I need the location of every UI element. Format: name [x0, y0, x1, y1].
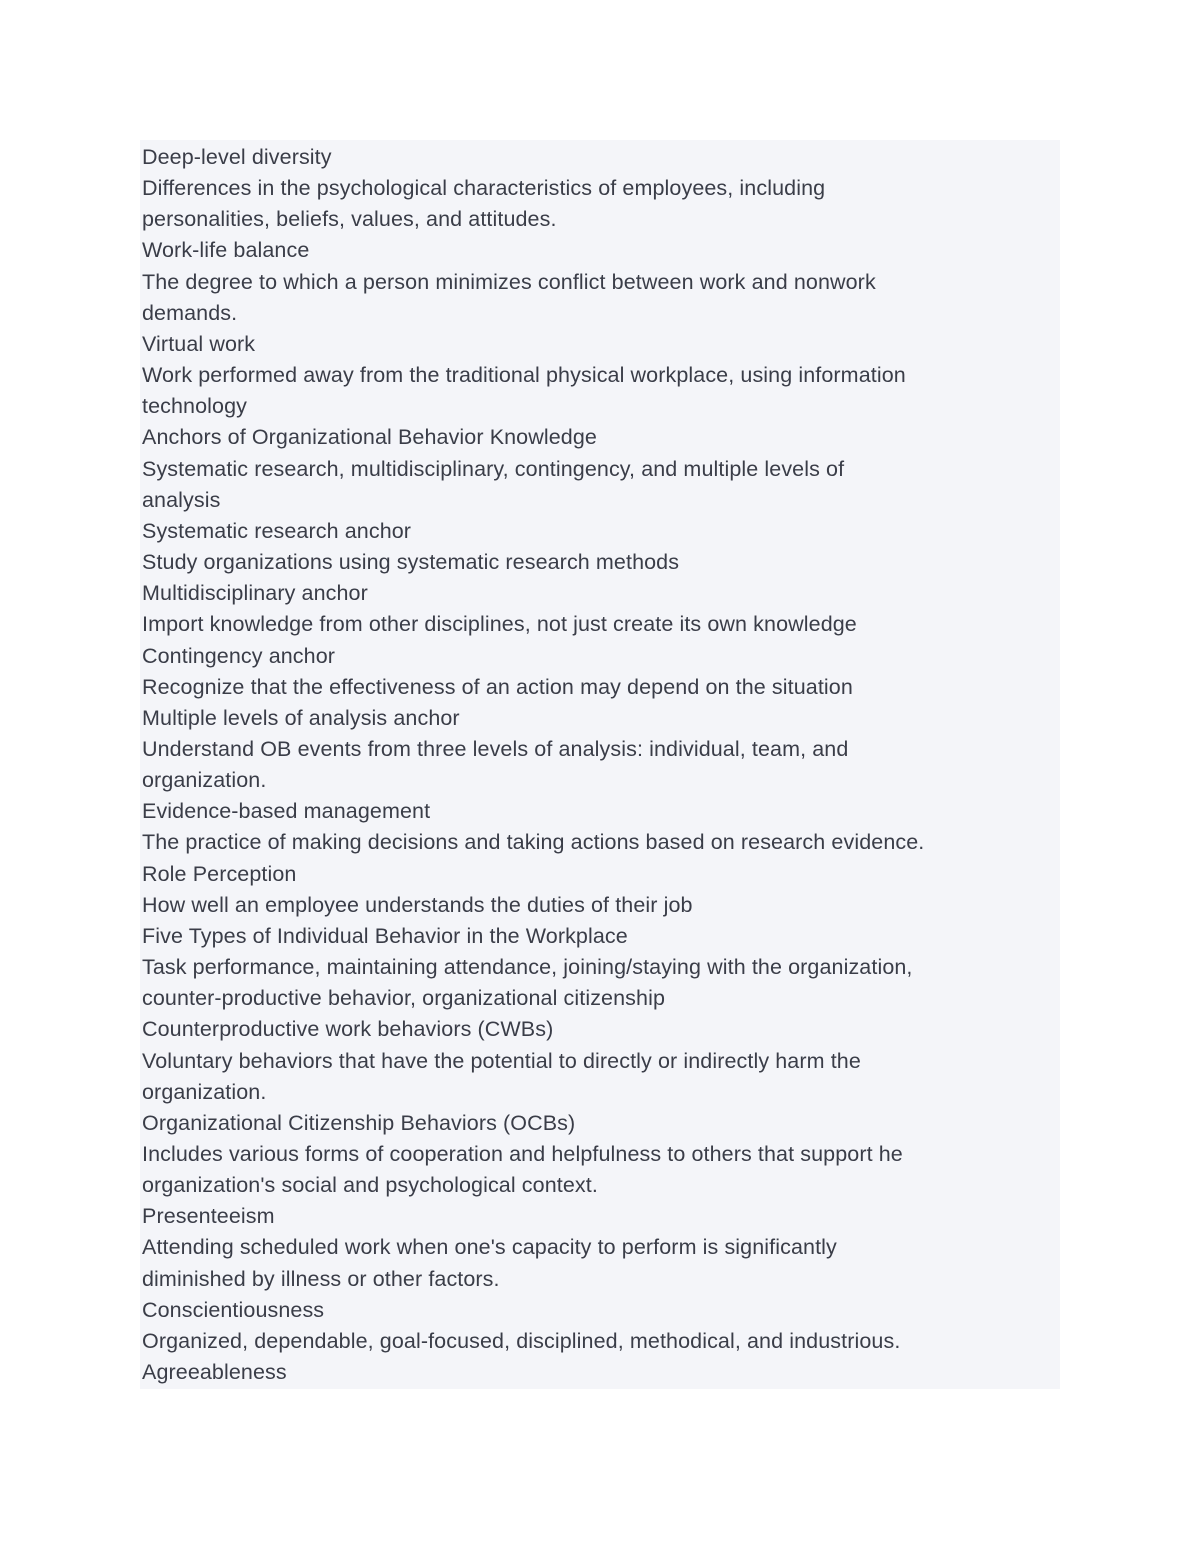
text-line: Contingency anchor	[142, 643, 336, 668]
text-line: organization.	[142, 768, 267, 793]
text-line: The practice of making decisions and taking actions based on research evidence.	[142, 830, 925, 855]
text-line: Deep-level diversity	[142, 145, 332, 169]
text-line: Includes various forms of cooperation and helpfulness to others that support he	[142, 1142, 903, 1166]
text-line: Five Types of Individual Behavior in the Workplace	[142, 923, 628, 948]
text-line: Role Perception	[142, 861, 297, 886]
text-line: Recognize that the effectiveness of an action may depend on the situation	[142, 674, 853, 699]
text-line: Agreeableness	[142, 1360, 287, 1385]
text-line: counter-productive behavior, organizational citizenship	[142, 986, 666, 1011]
text-line: Evidence-based management	[142, 799, 431, 824]
text-line: Conscientiousness	[142, 1297, 325, 1322]
text-line: Study organizations using systematic research methods	[142, 550, 680, 575]
flashcard-text-block	[140, 140, 1060, 1389]
text-line: diminished by illness or other factors.	[142, 1266, 500, 1291]
text-line: The degree to which a person minimizes conflict between work and nonwork	[142, 269, 876, 294]
text-line: organization.	[142, 1079, 267, 1104]
text-line: Multiple levels of analysis anchor	[142, 705, 460, 730]
text-line: Presenteeism	[142, 1204, 275, 1229]
text-line: Multidisciplinary anchor	[142, 581, 368, 606]
text-line: Anchors of Organizational Behavior Knowledge	[142, 425, 597, 450]
text-line: Work-life balance	[142, 238, 310, 263]
text-line: Virtual work	[142, 331, 256, 356]
text-line: How well an employee understands the duties of their job	[142, 892, 693, 917]
text-line: Organized, dependable, goal-focused, disciplined, methodical, and industrious.	[142, 1328, 901, 1353]
text-line: technology	[142, 394, 247, 419]
text-line: personalities, beliefs, values, and attitudes.	[142, 207, 557, 232]
text-line: Voluntary behaviors that have the potential to directly or indirectly harm the	[142, 1048, 861, 1073]
text-line: Attending scheduled work when one's capacity to perform is significantly	[142, 1235, 837, 1260]
text-line: organization's social and psychological context.	[142, 1173, 598, 1198]
text-line: Import knowledge from other disciplines, not just create its own knowledge	[142, 612, 857, 637]
text-line: analysis	[142, 487, 221, 512]
text-line: Differences in the psychological characteristics of employees, including	[142, 176, 826, 201]
text-line: Work performed away from the traditional physical workplace, using information	[142, 363, 906, 388]
text-line: Systematic research, multidisciplinary, contingency, and multiple levels of	[142, 456, 845, 481]
text-line: Systematic research anchor	[142, 518, 412, 543]
text-line: Counterproductive work behaviors (CWBs)	[142, 1017, 554, 1042]
text-line: Understand OB events from three levels of analysis: individual, team, and	[142, 736, 849, 761]
text-line: Task performance, maintaining attendance, joining/staying with the organization,	[142, 955, 913, 980]
text-line: demands.	[142, 300, 238, 325]
text-line: Organizational Citizenship Behaviors (OCBs)	[142, 1110, 576, 1135]
